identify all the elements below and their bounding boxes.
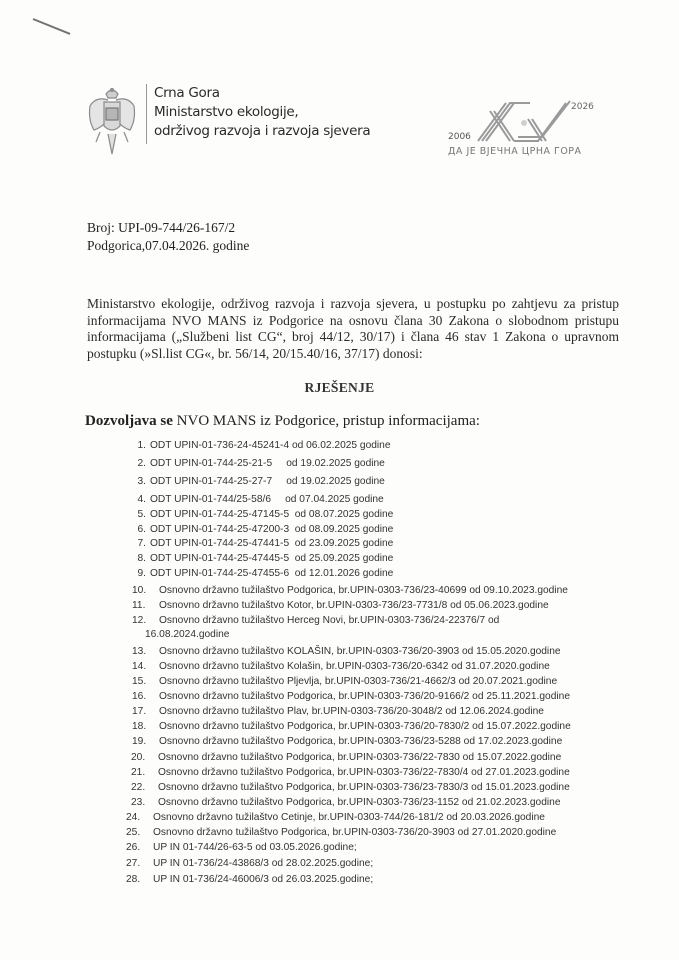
ministry-name-line1: Ministarstvo ekologije, — [154, 104, 299, 120]
jubilee-year-start: 2006 — [448, 132, 471, 142]
list-item: 5. ODT UPIN-01-744-25-47145-5 od 08.07.2025 godine — [137, 509, 394, 520]
list-item: 7. ODT UPIN-01-744-25-47441-5 od 23.09.2025 godine — [137, 538, 394, 549]
list-item: 23. Osnovno državno tužilaštvo Podgorica, br.UPIN-0303-736/23-1152 od 21.02.2023.godine — [131, 797, 561, 808]
list-item: 8. ODT UPIN-01-744-25-47445-5 od 25.09.2025 godine — [137, 553, 394, 564]
list-item: 24. Osnovno državno tužilaštvo Cetinje, br.UPIN-0303-744/26-181/2 od 20.03.2026.godine — [126, 812, 545, 823]
approval-rest: NVO MANS iz Podgorice, pristup informacijama: — [172, 413, 480, 429]
list-item: 12. Osnovno državno tužilaštvo Herceg Novi, br.UPIN-0303-736/24-22376/7 od — [132, 615, 500, 626]
list-item: 14. Osnovno državno tužilaštvo Kolašin, br.UPIN-0303-736/20-6342 od 31.07.2020.godine — [132, 661, 550, 672]
list-item: 16. Osnovno državno tužilaštvo Podgorica, br.UPIN-0303-736/20-9166/2 od 25.11.2021.godine — [132, 691, 570, 702]
list-item: 27. UP IN 01-736/24-43868/3 od 28.02.2025.godine; — [126, 858, 374, 869]
list-item: 25. Osnovno državno tužilaštvo Podgorica, br.UPIN-0303-736/20-3903 od 27.01.2020.godine — [126, 827, 557, 838]
list-item: 6. ODT UPIN-01-744-25-47200-3 od 08.09.2025 godine — [137, 524, 394, 535]
list-item: 21. Osnovno državno tužilaštvo Podgorica, br.UPIN-0303-736/22-7830/4 od 27.01.2023.godine — [131, 767, 570, 778]
list-item: 10. Osnovno državno tužilaštvo Podgorica, br.UPIN-0303-736/23-40699 od 09.10.2023.godine — [132, 585, 568, 596]
list-item: 11. Osnovno državno tužilaštvo Kotor, br.UPIN-0303-736/23-7731/8 od 05.06.2023.godine — [132, 600, 549, 611]
list-item: 3. ODT UPIN-01-744-25-27-7 od 19.02.2025 godine — [137, 476, 385, 487]
list-item: 19. Osnovno državno tužilaštvo Podgorica, br.UPIN-0303-736/23-5288 od 17.02.2023.godine — [132, 736, 563, 747]
list-item: 13. Osnovno državno tužilaštvo KOLAŠIN, br.UPIN-0303-736/20-3903 od 15.05.2020.godine — [132, 646, 561, 657]
jubilee-year-end: 2026 — [571, 102, 594, 112]
list-item: 4. ODT UPIN-01-744/25-58/6 od 07.04.2025 godine — [137, 494, 384, 505]
header-divider — [146, 84, 147, 144]
list-item: 17. Osnovno državno tužilaštvo Plav, br.UPIN-0303-736/20-3048/2 od 12.06.2024.godine — [132, 706, 544, 717]
ministry-name-line2: održivog razvoja i razvoja sjevera — [154, 123, 371, 139]
jubilee-logo — [448, 97, 598, 162]
intro-paragraph: Ministarstvo ekologije, održivog razvoja i razvoja sjevera, u postupku po zahtjevu za pristup informacijama NVO MANS iz Podgorice na osnovu člana 30 Zakona o slobodnom pristupu informacijama („Službeni list CG“, broj 44/12, 30/17) i člana 46 stav 1 Zakona o upravnom postupku (»Sl.list CG«, br. 56/14, 20/15.40/16, 37/17) donosi: — [87, 296, 619, 361]
list-item-continuation: 16.08.2024.godine — [145, 629, 230, 640]
document-number: Broj: UPI-09-744/26-167/2 — [87, 220, 236, 235]
country-name: Crna Gora — [154, 85, 220, 101]
pen-mark — [33, 18, 71, 35]
decision-title: RJEŠENJE — [304, 380, 375, 395]
list-item: 2. ODT UPIN-01-744-25-21-5 od 19.02.2025 godine — [137, 458, 385, 469]
approval-bold: Dozvoljava se — [85, 413, 173, 429]
document-meta — [87, 219, 249, 255]
ministry-header — [154, 84, 370, 141]
list-item: 18. Osnovno državno tužilaštvo Podgorica, br.UPIN-0303-736/20-7830/2 od 15.07.2022.godine — [132, 721, 571, 732]
approval-statement — [85, 413, 480, 430]
list-item: 15. Osnovno državno tužilaštvo Pljevlja, br.UPIN-0303-736/21-4662/3 od 20.07.2021.godine — [132, 676, 558, 687]
jubilee-motto: ДА ЈЕ ВЈЕЧНА ЦРНА ГОРА — [448, 146, 582, 157]
list-item: 9. ODT UPIN-01-744-25-47455-6 od 12.01.2026 godine — [137, 568, 394, 579]
document-place-date: Podgorica,07.04.2026. godine — [87, 238, 250, 253]
list-item: 22. Osnovno državno tužilaštvo Podgorica, br.UPIN-0303-736/23-7830/3 od 15.01.2023.godine — [131, 782, 570, 793]
list-item: 20. Osnovno državno tužilaštvo Podgorica, br.UPIN-0303-736/22-7830 od 15.07.2022.godine — [131, 752, 562, 763]
list-item: 26. UP IN 01-744/26-63-5 od 03.05.2026.godine; — [126, 842, 357, 853]
list-item: 1. ODT UPIN-01-736-24-45241-4 od 06.02.2025 godine — [137, 440, 391, 451]
list-item: 28. UP IN 01-736/24-46006/3 od 26.03.2025.godine; — [126, 874, 374, 885]
coat-of-arms-icon — [86, 84, 138, 160]
